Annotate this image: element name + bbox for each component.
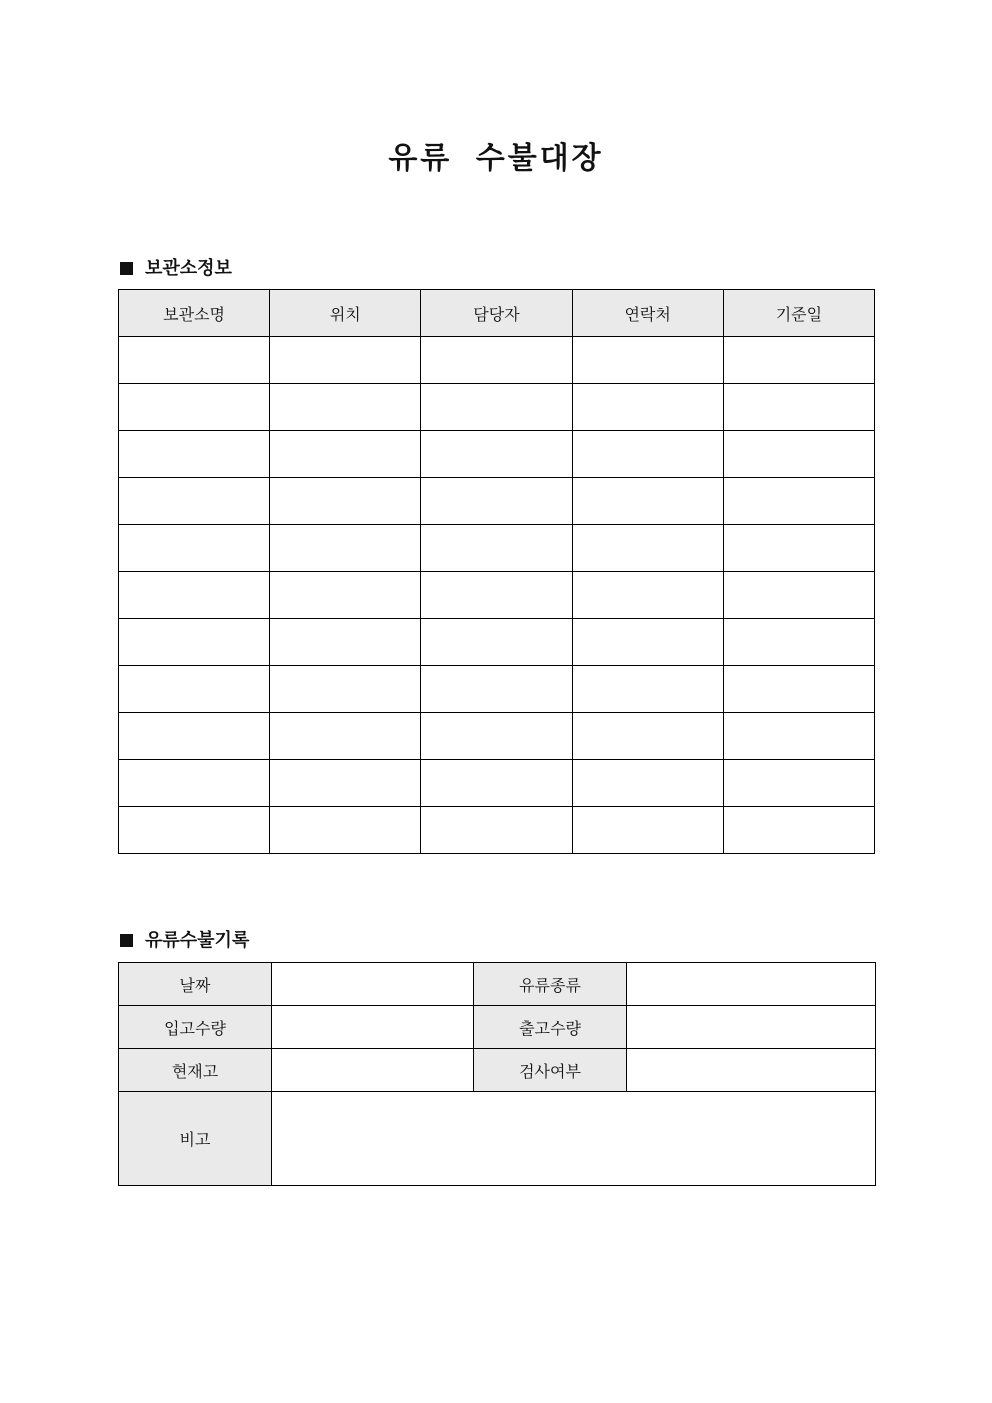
table-row [119, 1006, 876, 1049]
current-stock-label: 현재고 [119, 1049, 272, 1092]
base-date-cell[interactable] [723, 760, 874, 807]
remarks-label: 비고 [119, 1092, 272, 1186]
storage-name-cell[interactable] [119, 666, 270, 713]
base-date-cell[interactable] [723, 619, 874, 666]
manager-cell[interactable] [421, 760, 572, 807]
storage-name-cell[interactable] [119, 807, 270, 854]
contact-cell[interactable] [572, 713, 723, 760]
date-label: 날짜 [119, 963, 272, 1006]
current-stock-field[interactable] [272, 1049, 474, 1092]
storage-name-cell[interactable] [119, 431, 270, 478]
base-date-cell[interactable] [723, 807, 874, 854]
location-cell[interactable] [270, 713, 421, 760]
base-date-cell[interactable] [723, 525, 874, 572]
in-quantity-label: 입고수량 [119, 1006, 272, 1049]
base-date-cell[interactable] [723, 384, 874, 431]
location-cell[interactable] [270, 666, 421, 713]
inspection-field[interactable] [627, 1049, 876, 1092]
storage-section-title: 보관소정보 [145, 258, 232, 279]
table-row [119, 337, 875, 384]
manager-cell[interactable] [421, 525, 572, 572]
oil-type-field[interactable] [627, 963, 876, 1006]
manager-cell[interactable] [421, 807, 572, 854]
manager-cell[interactable] [421, 713, 572, 760]
column-header-location: 위치 [270, 290, 421, 337]
manager-cell[interactable] [421, 478, 572, 525]
storage-name-cell[interactable] [119, 572, 270, 619]
contact-cell[interactable] [572, 525, 723, 572]
location-cell[interactable] [270, 572, 421, 619]
contact-cell[interactable] [572, 619, 723, 666]
table-row [119, 760, 875, 807]
oil-type-label: 유류종류 [474, 963, 627, 1006]
remarks-field[interactable] [272, 1092, 876, 1186]
table-row [119, 1092, 876, 1186]
table-header-row [119, 290, 875, 337]
contact-cell[interactable] [572, 666, 723, 713]
table-row [119, 713, 875, 760]
column-header-storage-name: 보관소명 [119, 290, 270, 337]
inspection-label: 검사여부 [474, 1049, 627, 1092]
storage-name-cell[interactable] [119, 337, 270, 384]
location-cell[interactable] [270, 478, 421, 525]
location-cell[interactable] [270, 619, 421, 666]
location-cell[interactable] [270, 384, 421, 431]
storage-table-body [119, 337, 875, 854]
location-cell[interactable] [270, 337, 421, 384]
location-cell[interactable] [270, 807, 421, 854]
storage-name-cell[interactable] [119, 760, 270, 807]
manager-cell[interactable] [421, 337, 572, 384]
contact-cell[interactable] [572, 760, 723, 807]
contact-cell[interactable] [572, 807, 723, 854]
out-quantity-label: 출고수량 [474, 1006, 627, 1049]
storage-name-cell[interactable] [119, 384, 270, 431]
table-row [119, 384, 875, 431]
table-row [119, 478, 875, 525]
page-title: 유류 수불대장 [388, 141, 604, 176]
contact-cell[interactable] [572, 337, 723, 384]
base-date-cell[interactable] [723, 478, 874, 525]
manager-cell[interactable] [421, 572, 572, 619]
record-section-heading [120, 926, 249, 952]
column-header-base-date: 기준일 [723, 290, 874, 337]
location-cell[interactable] [270, 431, 421, 478]
square-bullet-icon [120, 934, 133, 947]
table-row [119, 963, 876, 1006]
table-row [119, 666, 875, 713]
table-row [119, 807, 875, 854]
contact-cell[interactable] [572, 572, 723, 619]
manager-cell[interactable] [421, 431, 572, 478]
table-row [119, 572, 875, 619]
location-cell[interactable] [270, 525, 421, 572]
table-row [119, 1049, 876, 1092]
manager-cell[interactable] [421, 666, 572, 713]
in-quantity-field[interactable] [272, 1006, 474, 1049]
contact-cell[interactable] [572, 384, 723, 431]
manager-cell[interactable] [421, 384, 572, 431]
table-row [119, 619, 875, 666]
table-row [119, 525, 875, 572]
location-cell[interactable] [270, 760, 421, 807]
contact-cell[interactable] [572, 431, 723, 478]
column-header-manager: 담당자 [421, 290, 572, 337]
table-row [119, 431, 875, 478]
storage-name-cell[interactable] [119, 713, 270, 760]
oil-record-table [118, 962, 876, 1186]
base-date-cell[interactable] [723, 713, 874, 760]
contact-cell[interactable] [572, 478, 723, 525]
storage-section-heading [120, 254, 232, 280]
column-header-contact: 연락처 [572, 290, 723, 337]
storage-name-cell[interactable] [119, 619, 270, 666]
base-date-cell[interactable] [723, 666, 874, 713]
square-bullet-icon [120, 262, 133, 275]
storage-name-cell[interactable] [119, 478, 270, 525]
storage-info-table [118, 289, 875, 854]
out-quantity-field[interactable] [627, 1006, 876, 1049]
storage-name-cell[interactable] [119, 525, 270, 572]
record-section-title: 유류수불기록 [145, 930, 250, 951]
base-date-cell[interactable] [723, 431, 874, 478]
base-date-cell[interactable] [723, 572, 874, 619]
date-field[interactable] [272, 963, 474, 1006]
manager-cell[interactable] [421, 619, 572, 666]
base-date-cell[interactable] [723, 337, 874, 384]
